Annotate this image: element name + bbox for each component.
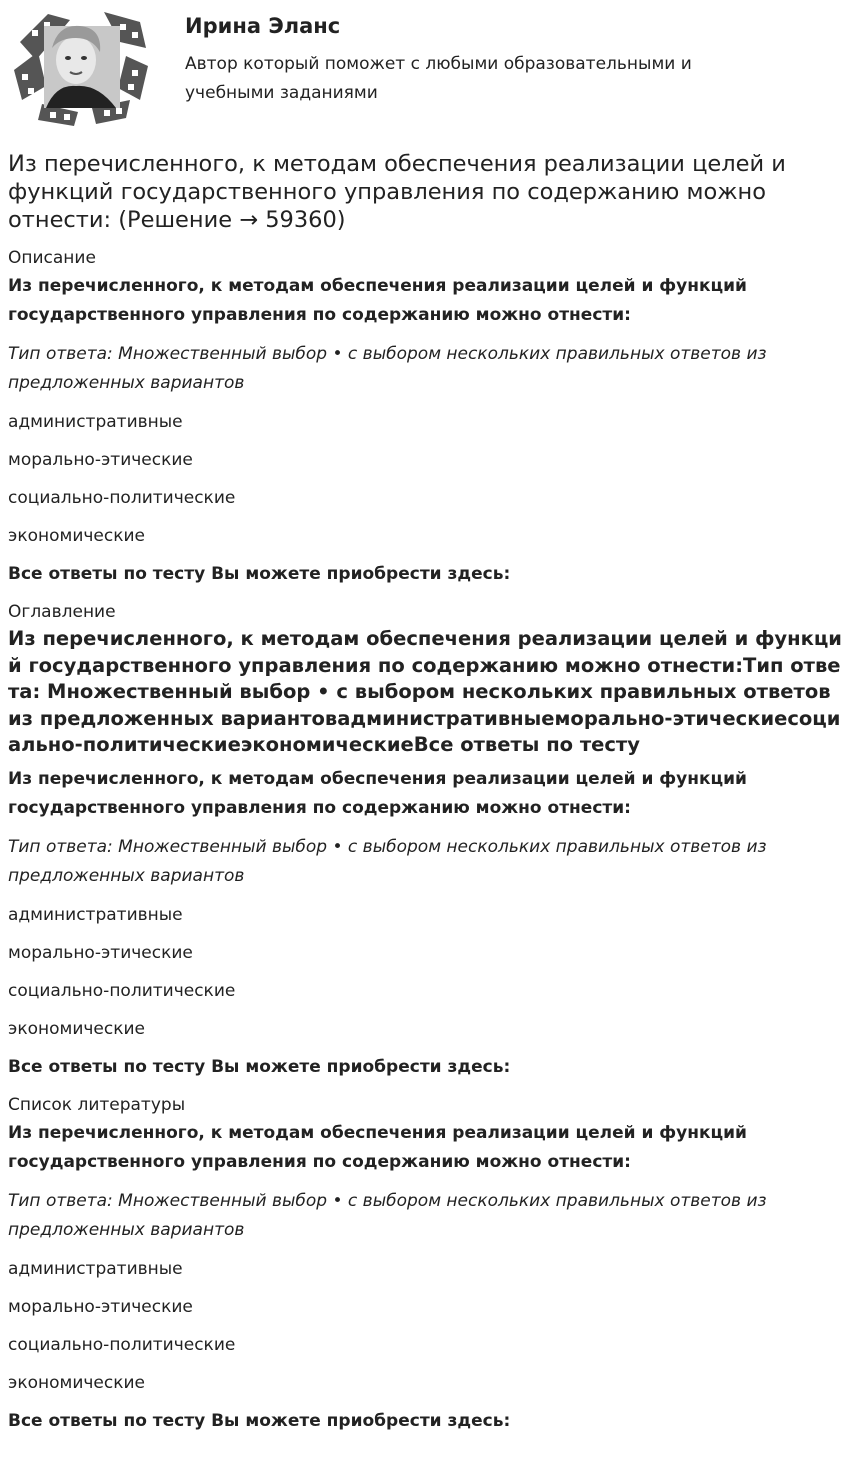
author-avatar: [8, 8, 148, 126]
description-section: [8, 244, 843, 588]
option-item: социально-политические: [8, 488, 236, 508]
section-label-description: Описание: [8, 248, 96, 268]
option-item: экономические: [8, 1018, 146, 1039]
option-item: экономические: [8, 526, 146, 546]
section-label-literature: Список литературы: [8, 1094, 186, 1115]
buy-answers-text: Все ответы по тесту Вы можете приобрести здесь:: [8, 1410, 511, 1431]
question-text: Из перечисленного, к методам обеспечения реализации целей и функций государственного управления по содержанию можно отнести:: [8, 276, 747, 325]
option-item: административные: [8, 904, 183, 925]
option-item: морально-этические: [8, 942, 193, 963]
option-item: административные: [8, 1258, 183, 1279]
option-item: социально-политические: [8, 980, 236, 1001]
answer-type: Тип ответа: Множественный выбор • с выбором нескольких правильных ответов из предложенных вариантов: [8, 344, 767, 393]
answer-type: Тип ответа: Множественный выбор • с выбором нескольких правильных ответов из предложенных вариантов: [8, 836, 767, 886]
author-block: [0, 0, 847, 150]
option-item: экономические: [8, 1372, 146, 1393]
option-item: морально-этические: [8, 1296, 193, 1317]
author-description: Автор который поможет с любыми образовательными и учебными заданиями: [185, 54, 692, 103]
buy-answers-text: Все ответы по тесту Вы можете приобрести здесь:: [8, 1056, 511, 1077]
page-title: Из перечисленного, к методам обеспечения реализации целей и функций государственного управления по содержанию можно отнести: (Решение → 59360): [8, 151, 786, 233]
answer-type: Тип ответа: Множественный выбор • с выбором нескольких правильных ответов из предложенных вариантов: [8, 1190, 767, 1240]
toc-section: [8, 598, 843, 1081]
author-name[interactable]: Ирина Эланс: [185, 14, 341, 38]
option-item: социально-политические: [8, 1334, 236, 1355]
literature-section: [8, 1091, 843, 1435]
buy-answers-text: Все ответы по тесту Вы можете приобрести здесь:: [8, 564, 511, 584]
question-text: Из перечисленного, к методам обеспечения реализации целей и функций государственного управления по содержанию можно отнести:: [8, 1122, 747, 1172]
option-item: морально-этические: [8, 450, 193, 470]
toc-summary-heading: Из перечисленного, к методам обеспечения реализации целей и функций государственного управления по содержанию можно отнести:Тип ответа: Множественный выбор • с выбором нескольких правильных ответов из предложенных вариантовадминистративныеморально-этическиесоциально-политическиеэкономическиеВсе ответы по тесту: [8, 627, 842, 756]
section-label-toc: Оглавление: [8, 602, 116, 622]
question-text: Из перечисленного, к методам обеспечения реализации целей и функций государственного управления по содержанию можно отнести:: [8, 768, 747, 818]
main-content: [8, 244, 843, 1445]
option-item: административные: [8, 412, 183, 432]
